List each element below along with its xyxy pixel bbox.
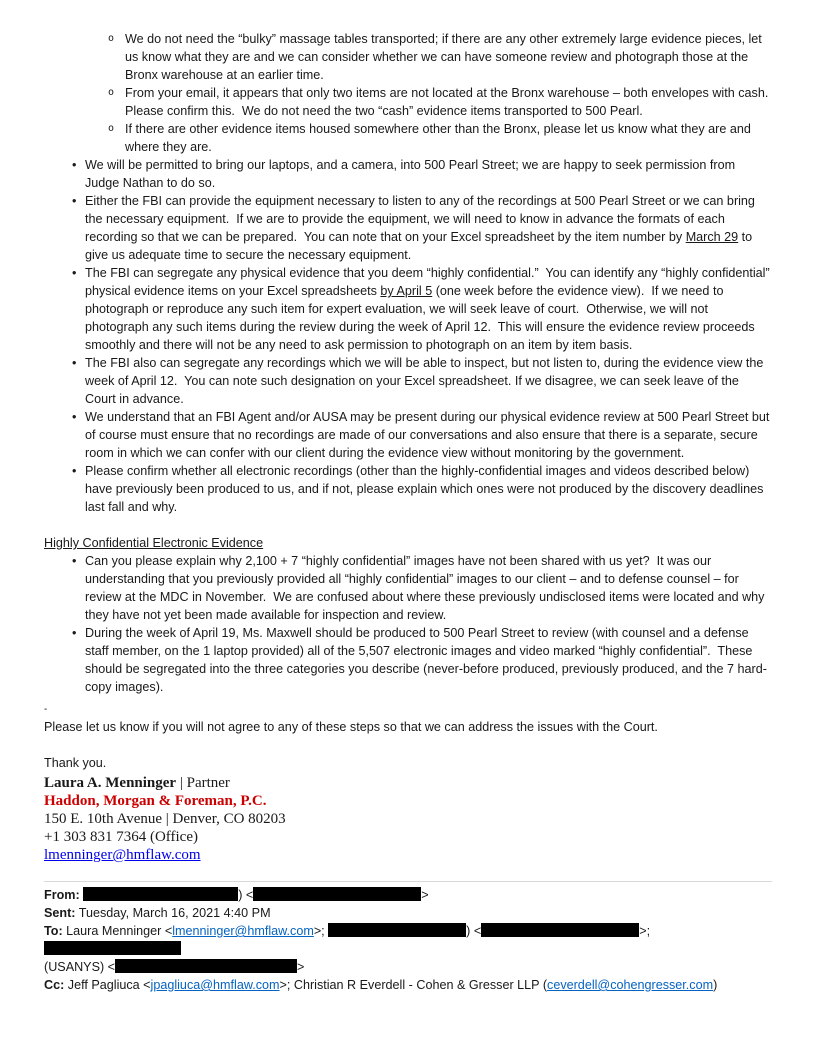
deadline-march-29: March 29 [685,230,739,244]
redaction-bar-to-email2 [481,923,639,937]
to-sep-1: >; [313,924,329,938]
redaction-bar-to-name3 [44,941,181,955]
signer-name: Laura A. Menninger [44,775,177,791]
closing-thanks: Thank you. [44,756,107,770]
bullet-confirm-produced: • Please confirm whether all electronic recordings (other than the highly-confidential images and videos described below) have previously been produced to us, and if not, please explain which ones were not produced by the discovery deadlines last fall and why. [44,462,772,516]
redaction-bar-usanys-email [115,959,297,973]
bullet-hc-maxwell-review: • During the week of April 19, Ms. Maxwell should be produced to 500 Pearl Street to review (with counsel and a defense staff member, on the 1 laptop provided) all of the 5,507 electronic images and video marked “highly confidential”. These should be segregated into the three categories you describe (never-before produced, previously produced, and the 7 hard-copy images). [44,624,772,696]
hc-section-heading: Highly Confidential Electronic Evidence [44,536,264,550]
to-email-link[interactable]: lmenninger@hmflaw.com [172,924,314,938]
cc-email-link-2[interactable]: ceverdell@cohengresser.com [547,978,714,992]
main-bullet-list [44,156,772,516]
signature-block [44,774,772,864]
firm-address: 150 E. 10th Avenue | Denver, CO 80203 [44,811,286,827]
sub-bullet-other-evidence: o If there are other evidence items housed somewhere other than the Bronx, please let us know what they are and where they are. [44,120,772,156]
bullet-recordings: • The FBI also can segregate any recordings which we will be able to inspect, but not listen to, during the evidence view the week of April 12. You can note such designation on your Excel spreadsheet. If we disagree, we can seek leave of the Court in advance. [44,354,772,408]
header-divider [44,881,772,882]
cc-end: ) [713,978,718,992]
from-close: > [421,888,429,902]
from-label: From: [44,888,80,902]
cc-row [44,976,772,994]
redaction-bar-from-email [253,887,421,901]
bullet-segregate-text: The FBI can segregate any physical evidence that you deem “highly confidential.” You can identify any “highly confidential” physical evidence items on your Excel spreadsheets [85,266,774,298]
bullet-segregate-text-end: (one week before the evidence view). If we need to photograph or reproduce any such item for expert evaluation, we will seek leave of court. Otherwise, we will not photograph any such items during the review during the week of April 12. This will ensure the evidence review proceeds smoothly and there will not be any need to ask permission to photograph on an item by item basis. [85,284,759,352]
redaction-bar-to-name2 [328,923,466,937]
sub-bullet-list [44,30,772,156]
hc-bullet-list [44,552,772,696]
signature-name-line [44,774,772,792]
to-sep-2: ) < [466,924,482,938]
to-recipient-name: Laura Menninger < [62,924,173,938]
from-row [44,886,772,904]
sub-bullet-two-items: o From your email, it appears that only two items are not located at the Bronx warehouse – both envelopes with cash. Please confirm this. We do not need the two “cash” evidence items transported to 500 Pearl. [44,84,772,120]
usanys-close: > [297,960,305,974]
bullet-equipment [44,192,772,264]
signature-email-link[interactable]: lmenninger@hmflaw.com [44,847,201,863]
bullet-hc-images-unshared: • Can you please explain why 2,100 + 7 “highly confidential” images have not been shared with us yet? It was our understanding that you previously provided all “highly confidential” images to our client – and to defense counsel – for review at the MDC in November. We are confused about where these previously undisclosed items were located and why they have not yet been made available for inspection and review. [44,552,772,624]
bullet-equipment-text-end: to give us adequate time to secure the necessary equipment. [85,230,756,262]
bullet-laptops: • We will be permitted to bring our laptops, and a camera, into 500 Pearl Street; we are happy to seek permission from Judge Nathan to do so. [44,156,772,192]
signer-title: Partner [186,775,230,791]
cc-middle-text: >; Christian R Everdell - Cohen & Gresser LLP ( [279,978,548,992]
cc-name-1: Jeff Pagliuca < [64,978,151,992]
stray-dash: - [44,704,48,715]
bullet-segregate-physical [44,264,772,354]
usanys-text: (USANYS) < [44,960,116,974]
cc-label: Cc: [44,978,65,992]
bullet-fbi-agent: • We understand that an FBI Agent and/or AUSA may be present during our physical evidence review at 500 Pearl Street but of course must ensure that no recordings are made of our conversations and also ensure that there is a separate, secure room in which we can confer with our client during the evidence view without monitoring by the government. [44,408,772,462]
to-label: To: [44,924,63,938]
firm-name: Haddon, Morgan & Foreman, P.C. [44,793,267,809]
bullet-equipment-text: Either the FBI can provide the equipment necessary to listen to any of the recordings at 500 Pearl Street or we can bring the necessary equipment. If we are to provide the equipment, we will need to know in advance the formats of each recording so that we can be prepared. You can note that on your Excel spreadsheet by the item number by [85,194,759,244]
sent-label: Sent: [44,906,76,920]
cc-email-link-1[interactable]: jpagliuca@hmflaw.com [150,978,280,992]
office-phone: +1 303 831 7364 (Office) [44,829,198,845]
closing-request: Please let us know if you will not agree to any of these steps so that we can address the issues with the Court. [44,720,658,734]
sub-bullet-massage-tables: o We do not need the “bulky” massage tables transported; if there are any other extremely large evidence pieces, let us know what they are and we can consider whether we can have someone review and photograph those at the Bronx warehouse at an earlier time. [44,30,772,84]
sent-value: Tuesday, March 16, 2021 4:40 PM [75,906,271,920]
email-header-block [44,886,772,994]
redaction-bar-from-name [83,887,238,901]
signature-separator: | [176,775,187,791]
sent-row [44,904,772,922]
to-row-line2 [44,958,772,976]
deadline-april-5: by April 5 [380,284,433,298]
to-row-line1 [44,922,772,958]
from-sep: ) < [238,888,254,902]
to-sep-3: >; [639,924,654,938]
